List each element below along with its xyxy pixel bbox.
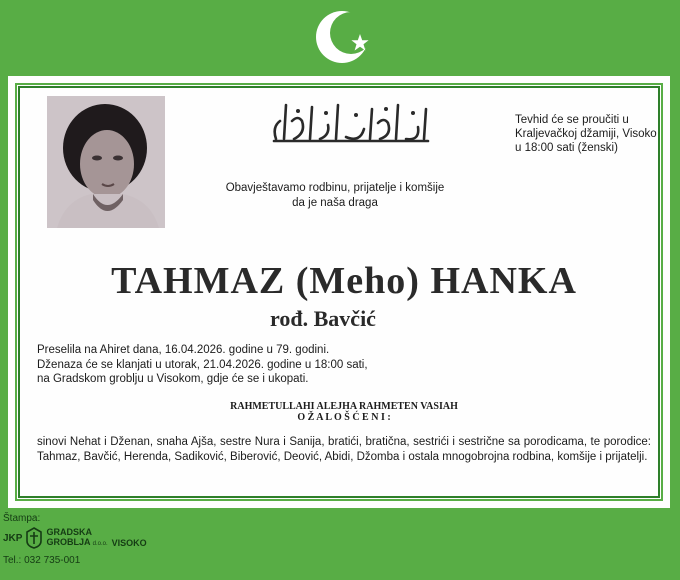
print-label: Štampa: bbox=[3, 513, 41, 524]
printer-logo bbox=[3, 527, 147, 549]
mourners-heading: O Ž A L O Š Ć E N I : bbox=[297, 412, 391, 423]
arabic-calligraphy-icon bbox=[268, 99, 433, 143]
rahmet-line: RAHMETULLAHI ALEJHA RAHMETEN VASIAH bbox=[230, 401, 458, 412]
detail-line-1: Preselila na Ahiret dana, 16.04.2026. godine u 79. godini. bbox=[37, 344, 330, 356]
org-town: VISOKO bbox=[111, 538, 147, 548]
gradska-groblja-logo-icon bbox=[25, 527, 43, 549]
intro-line-1: Obavještavamo rodbinu, prijatelje i komšije bbox=[225, 182, 445, 194]
org-suffix: d.o.o. bbox=[92, 541, 108, 547]
funeral-details bbox=[37, 343, 437, 387]
prayer-block bbox=[13, 401, 675, 423]
mourners-list: sinovi Nehat i Dženan, snaha Ajša, sestre Nura i Sanija, bratići, bratična, sestrići i sestrične sa porodicama, te porodice: Tahmaz, Bavčić, Herenda, Sadiković, Biberović, Deović, Abidi, Džomba i ostala mnogobrojna rodbina, komšije i prijatelji. bbox=[37, 436, 651, 463]
tevhid-line-2: Kraljevačkoj džamiji, Visoko bbox=[515, 128, 657, 140]
intro-line-2: da je naša draga bbox=[292, 196, 378, 209]
maiden-name: rođ. Bavčić bbox=[270, 306, 376, 331]
deceased-name: TAHMAZ (Meho) HANKA bbox=[111, 260, 577, 302]
phone-number: Tel.: 032 735-001 bbox=[3, 555, 81, 566]
tevhid-notice bbox=[515, 113, 675, 155]
detail-line-2: Dženaza će se klanjati u utorak, 21.04.2026. godine u 18:00 sati, bbox=[37, 358, 368, 371]
tevhid-line-1: Tevhid će se proučiti u bbox=[515, 114, 629, 126]
org-line-2-text: GROBLJA bbox=[46, 537, 91, 547]
printer-footer bbox=[3, 513, 243, 566]
org-line-2 bbox=[46, 537, 107, 549]
tevhid-line-3: u 18:00 sati (ženski) bbox=[515, 142, 618, 154]
obituary-card bbox=[8, 76, 670, 508]
org-line-1: GRADSKA bbox=[46, 527, 92, 537]
portrait-photo bbox=[47, 96, 165, 228]
intro-text bbox=[225, 181, 445, 210]
detail-line-3: na Gradskom groblju u Visokom, gdje će se i ukopati. bbox=[37, 373, 309, 385]
crescent-star-icon bbox=[311, 6, 373, 68]
jkp-label: JKP bbox=[3, 532, 23, 544]
org-name bbox=[46, 527, 107, 549]
